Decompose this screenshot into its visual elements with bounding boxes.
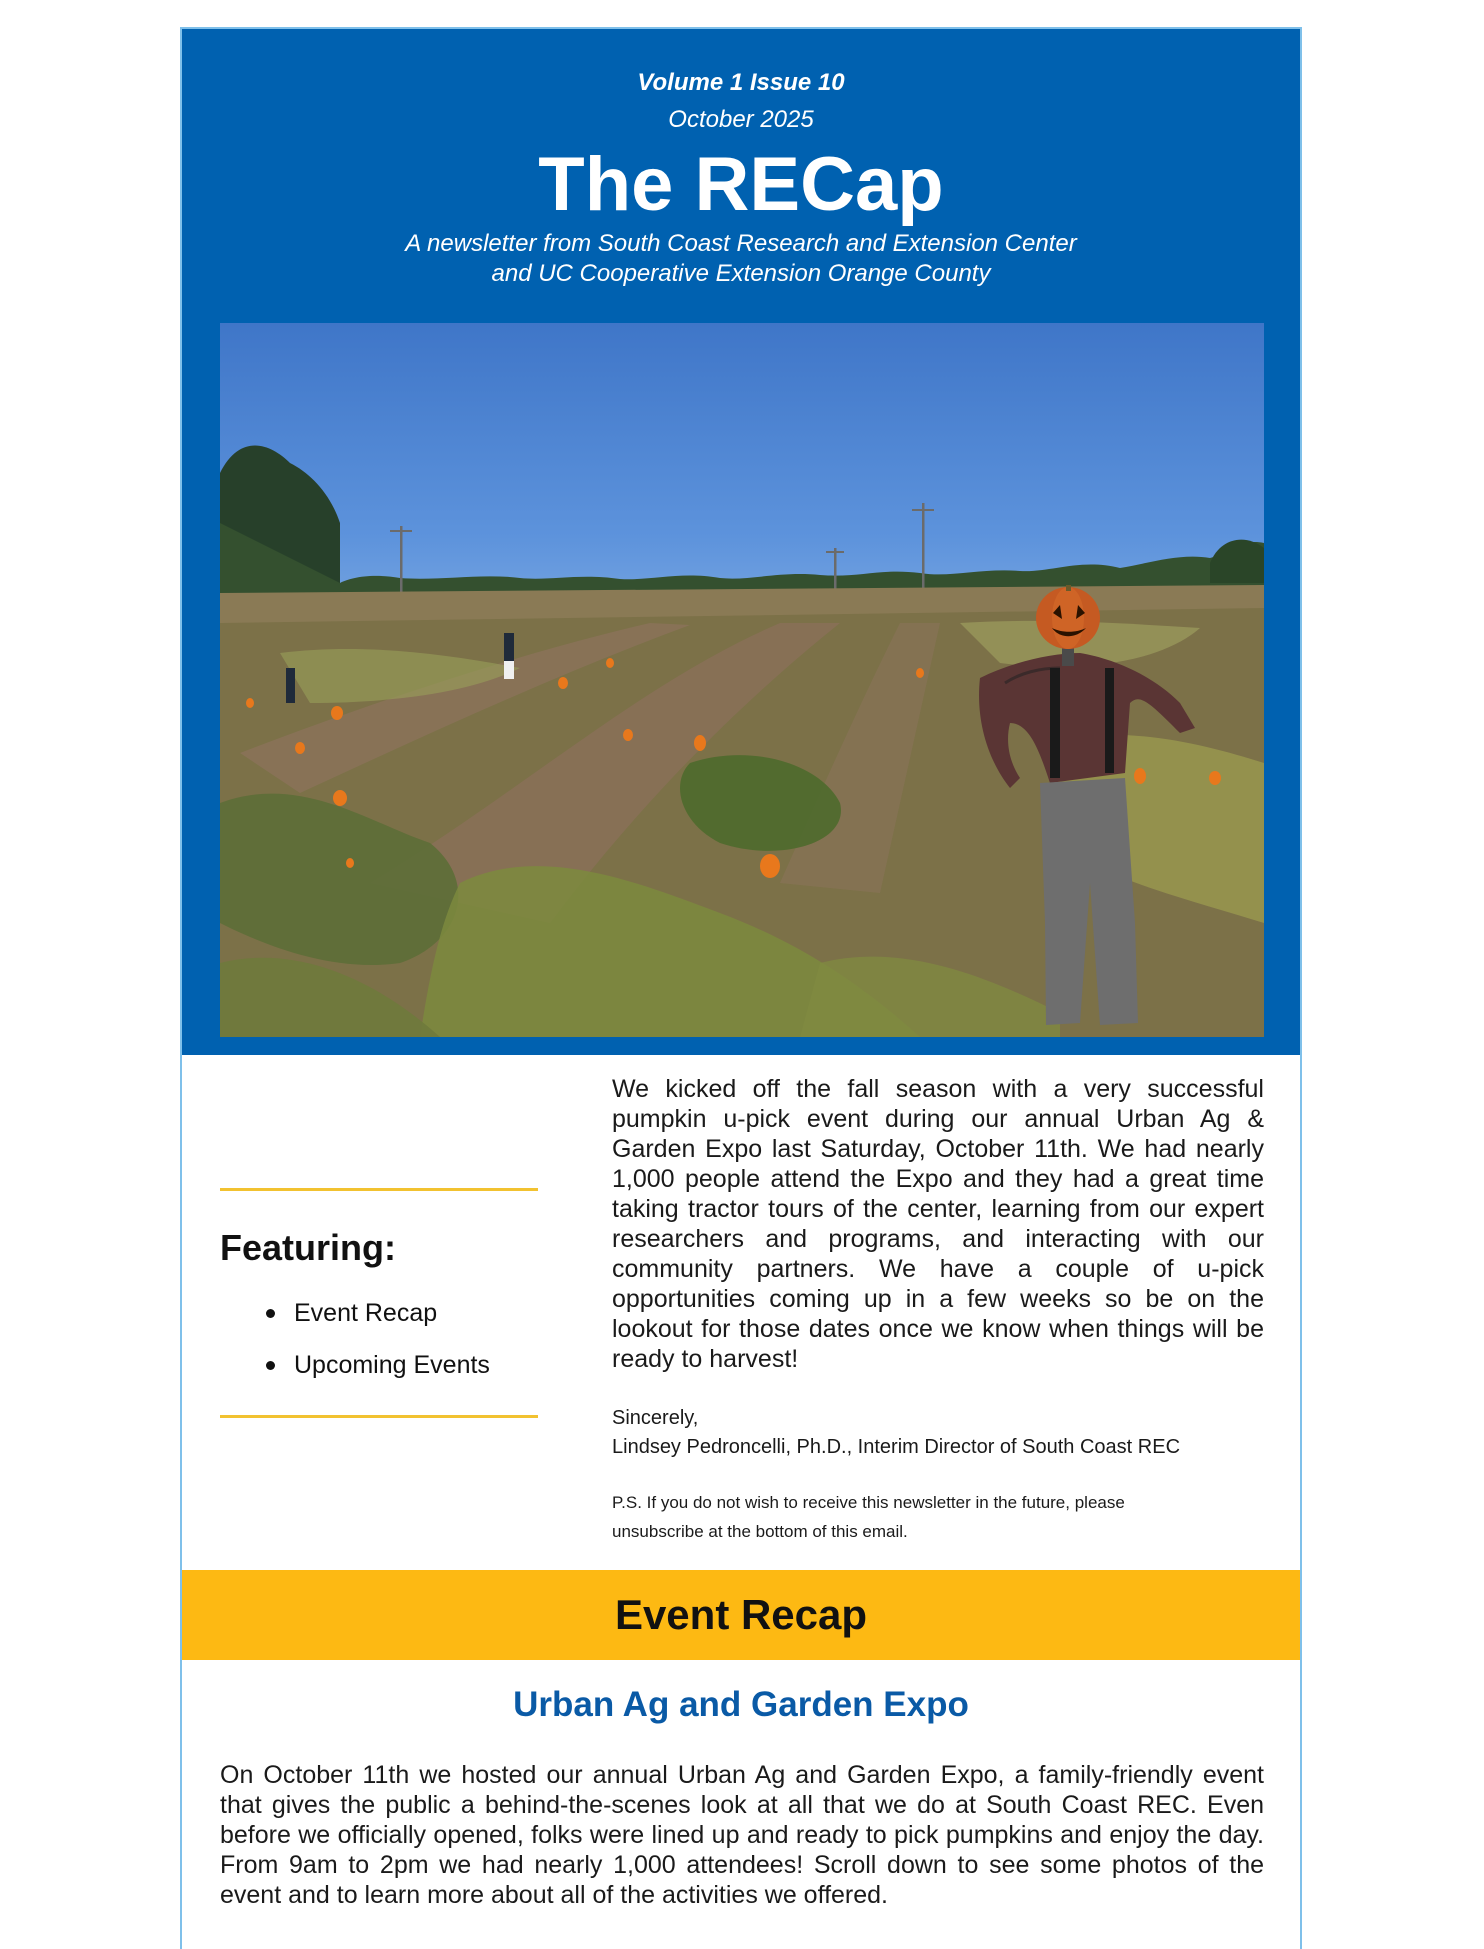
featuring-title: Featuring: [220, 1227, 396, 1268]
expo-section-body: On October 11th we hosted our annual Urban Ag and Garden Expo, a family-friendly event that gives the public a behind-the-scenes look at all that we do at South Coast REC. Even before we officially opened, folks were lined up and ready to pick pumpkins and enjoy the day. From 9am to 2pm we had nearly 1,000 attendees! Scroll down to see some photos of the event and to learn more about all of the activities we offered. [220, 1761, 1264, 1909]
issue-volume: Volume 1 Issue 10 [637, 69, 845, 96]
featuring-bottom-rule [220, 1415, 538, 1418]
newsletter-page [180, 27, 1302, 1949]
hero-photo [220, 323, 1264, 1037]
featuring-item-event-recap[interactable] [220, 1287, 538, 1339]
event-recap-heading: Event Recap [614, 1591, 868, 1638]
signoff-signature: Lindsey Pedroncelli, Ph.D., Interim Director of South Coast REC [612, 1436, 1181, 1458]
signoff-salutation: Sincerely, [612, 1407, 699, 1429]
ps-line-2: unsubscribe at the bottom of this email. [612, 1522, 908, 1541]
featuring-item-upcoming-events[interactable] [220, 1339, 538, 1391]
bullet-icon [266, 1361, 275, 1370]
newsletter-title: The RECap [538, 142, 944, 227]
expo-section-title: Urban Ag and Garden Expo [513, 1685, 969, 1724]
featuring-top-rule [220, 1188, 538, 1191]
ps-line-1: P.S. If you do not wish to receive this newsletter in the future, please [612, 1493, 1125, 1512]
masthead [182, 29, 1300, 1055]
subtitle-line-2: and UC Cooperative Extension Orange County [491, 260, 991, 287]
intro-letter [612, 1074, 1264, 1546]
unsubscribe-note [612, 1488, 1264, 1546]
issue-date: October 2025 [668, 106, 814, 133]
featuring-item-label: Event Recap [294, 1299, 438, 1327]
featuring-box [220, 1188, 538, 1418]
signoff [612, 1404, 1264, 1462]
bullet-icon [266, 1309, 275, 1318]
intro-body: We kicked off the fall season with a very successful pumpkin u-pick event during our annual Urban Ag & Garden Expo last Saturday, October 11th. We had nearly 1,000 people attend the Expo and they had a great time taking tractor tours of the center, learning from our expert researchers and programs, and interacting with our community partners. We have a couple of u-pick opportunities coming up in a few weeks so be on the lookout for those dates once we know when things will be ready to harvest! [612, 1075, 1264, 1373]
pumpkin-patch-illustration [220, 323, 1264, 1037]
featuring-list [220, 1287, 538, 1391]
event-recap-band [182, 1570, 1300, 1660]
subtitle-line-1: A newsletter from South Coast Research and Extension Center [405, 230, 1077, 257]
featuring-item-label: Upcoming Events [294, 1351, 490, 1379]
newsletter-subtitle [182, 229, 1300, 289]
